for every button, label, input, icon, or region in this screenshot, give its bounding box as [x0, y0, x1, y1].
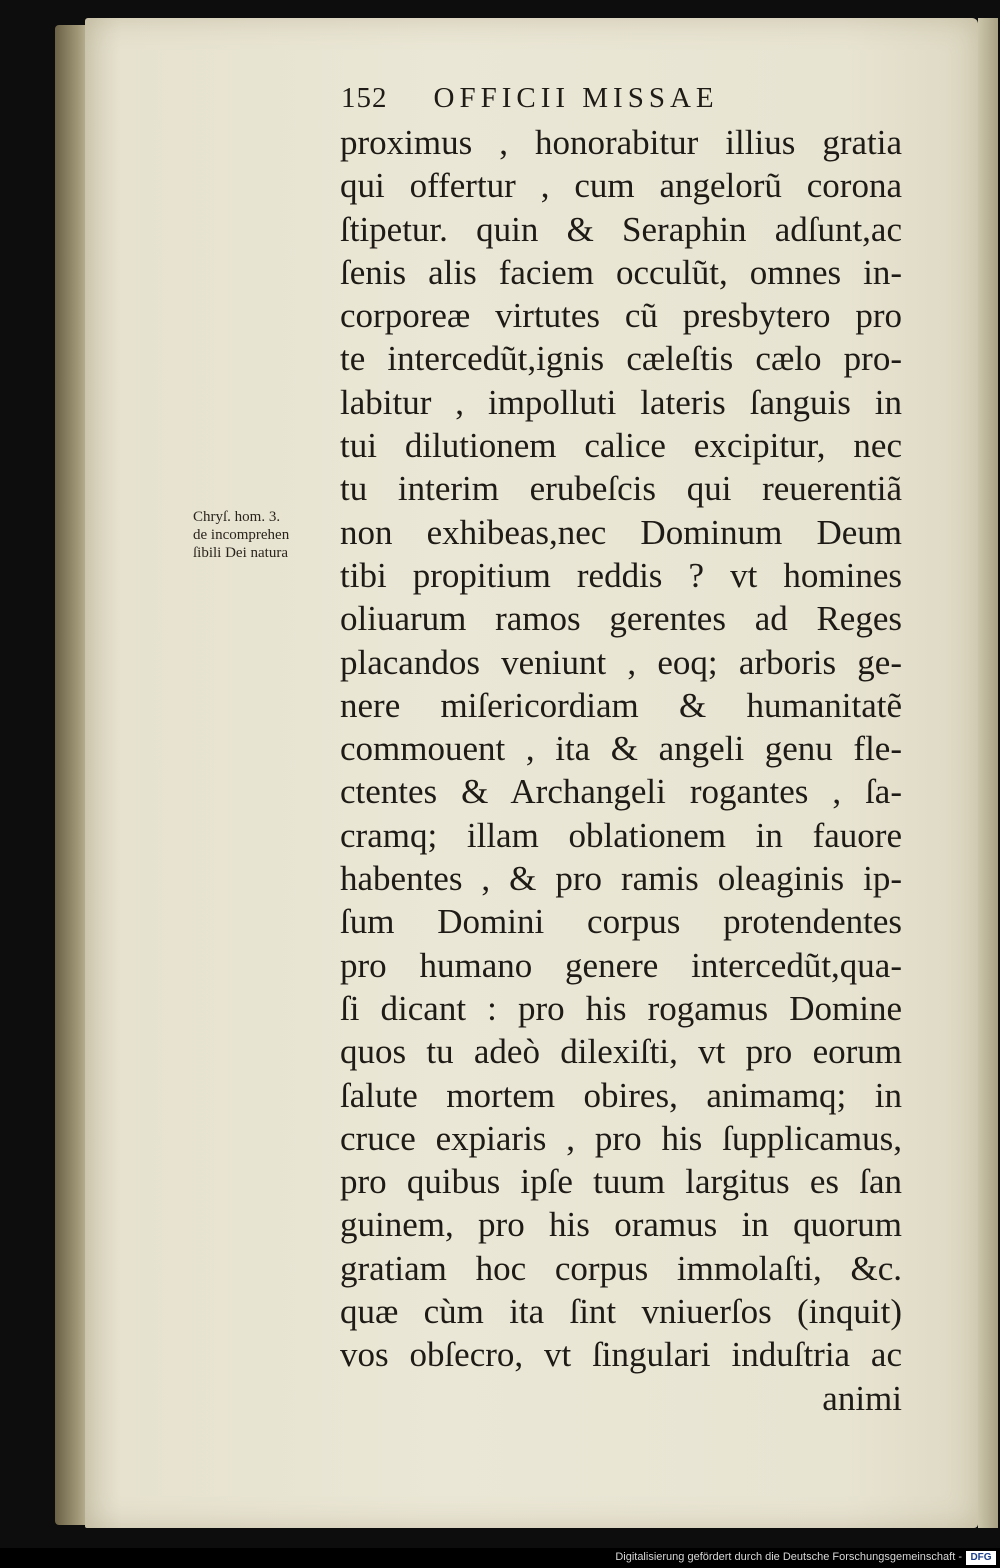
text-line: gratiam hoc corpus immolaſti, &c. [340, 1248, 902, 1288]
text-line: commouent , ita & angeli genu fle- [340, 729, 902, 769]
text-line: quæ cùm ita ſint vniuerſos (inquit) [340, 1292, 902, 1332]
marginal-note-line: de incomprehen [193, 527, 290, 543]
text-line: cruce expiaris , pro his ſupplicamus, [340, 1118, 902, 1158]
text-line: cramq; illam oblationem in fauore [340, 815, 902, 855]
text-line: corporeæ virtutes cũ presbytero pro [340, 296, 902, 336]
text-line: labitur , impolluti lateris ſanguis in [340, 382, 902, 422]
text-line: non exhibeas,nec Dominum Deum [340, 512, 902, 552]
text-line: tu interim erubeſcis qui reuerentiã [340, 469, 902, 509]
text-line: habentes , & pro ramis oleaginis ip- [340, 859, 902, 899]
text-line: proximus , honorabitur illius gratia [340, 123, 902, 162]
funding-credit: Digitalisierung gefördert durch die Deutsche Forschungsgemeinschaft - [615, 1551, 962, 1563]
text-line: ſenis alis faciem occulũt, omnes in- [340, 252, 902, 292]
text-line: tibi propitium reddis ? vt homines [340, 555, 902, 595]
page-right-edge [978, 18, 998, 1528]
text-line: vos obſecro, vt ſingulari induſtria ac [340, 1335, 902, 1375]
text-line: placandos veniunt , eoq; arboris ge- [340, 642, 902, 682]
dfg-logo: DFG [966, 1551, 996, 1565]
text-line: guinem, pro his oramus in quorum [340, 1205, 902, 1245]
marginal-note [193, 508, 338, 562]
text-line: pro quibus ipſe tuum largitus es ſan [340, 1162, 902, 1202]
running-head [341, 82, 901, 122]
text-line: ſi dicant : pro his rogamus Domine [340, 988, 902, 1028]
body-text [340, 121, 902, 1420]
text-line: ſum Domini corpus protendentes [340, 902, 902, 942]
catchword-line: animi [822, 1378, 902, 1418]
text-line: qui offertur , cum angelorũ corona [340, 166, 902, 206]
marginal-note-line: Chryſ. hom. 3. [193, 509, 281, 525]
text-line: nere miſericordiam & humanitatẽ [340, 685, 902, 725]
text-line: ſalute mortem obires, animamq; in [340, 1075, 902, 1115]
running-title: OFFICII MISSAE [433, 82, 719, 114]
text-line: ctentes & Archangeli rogantes , ſa- [340, 772, 902, 812]
page-number: 152 [341, 82, 388, 114]
text-line: oliuarum ramos gerentes ad Reges [340, 599, 902, 639]
text-line: ſtipetur. quin & Seraphin adſunt,ac [340, 209, 902, 249]
text-line: quos tu adeò dilexiſti, vt pro eorum [340, 1032, 902, 1072]
text-line: pro humano genere intercedũt,qua- [340, 945, 902, 985]
text-line: tui dilutionem calice excipitur, nec [340, 426, 902, 466]
text-line: te intercedũt,ignis cæleſtis cælo pro- [340, 339, 902, 379]
marginal-note-line: ſibili Dei natura [193, 545, 288, 561]
